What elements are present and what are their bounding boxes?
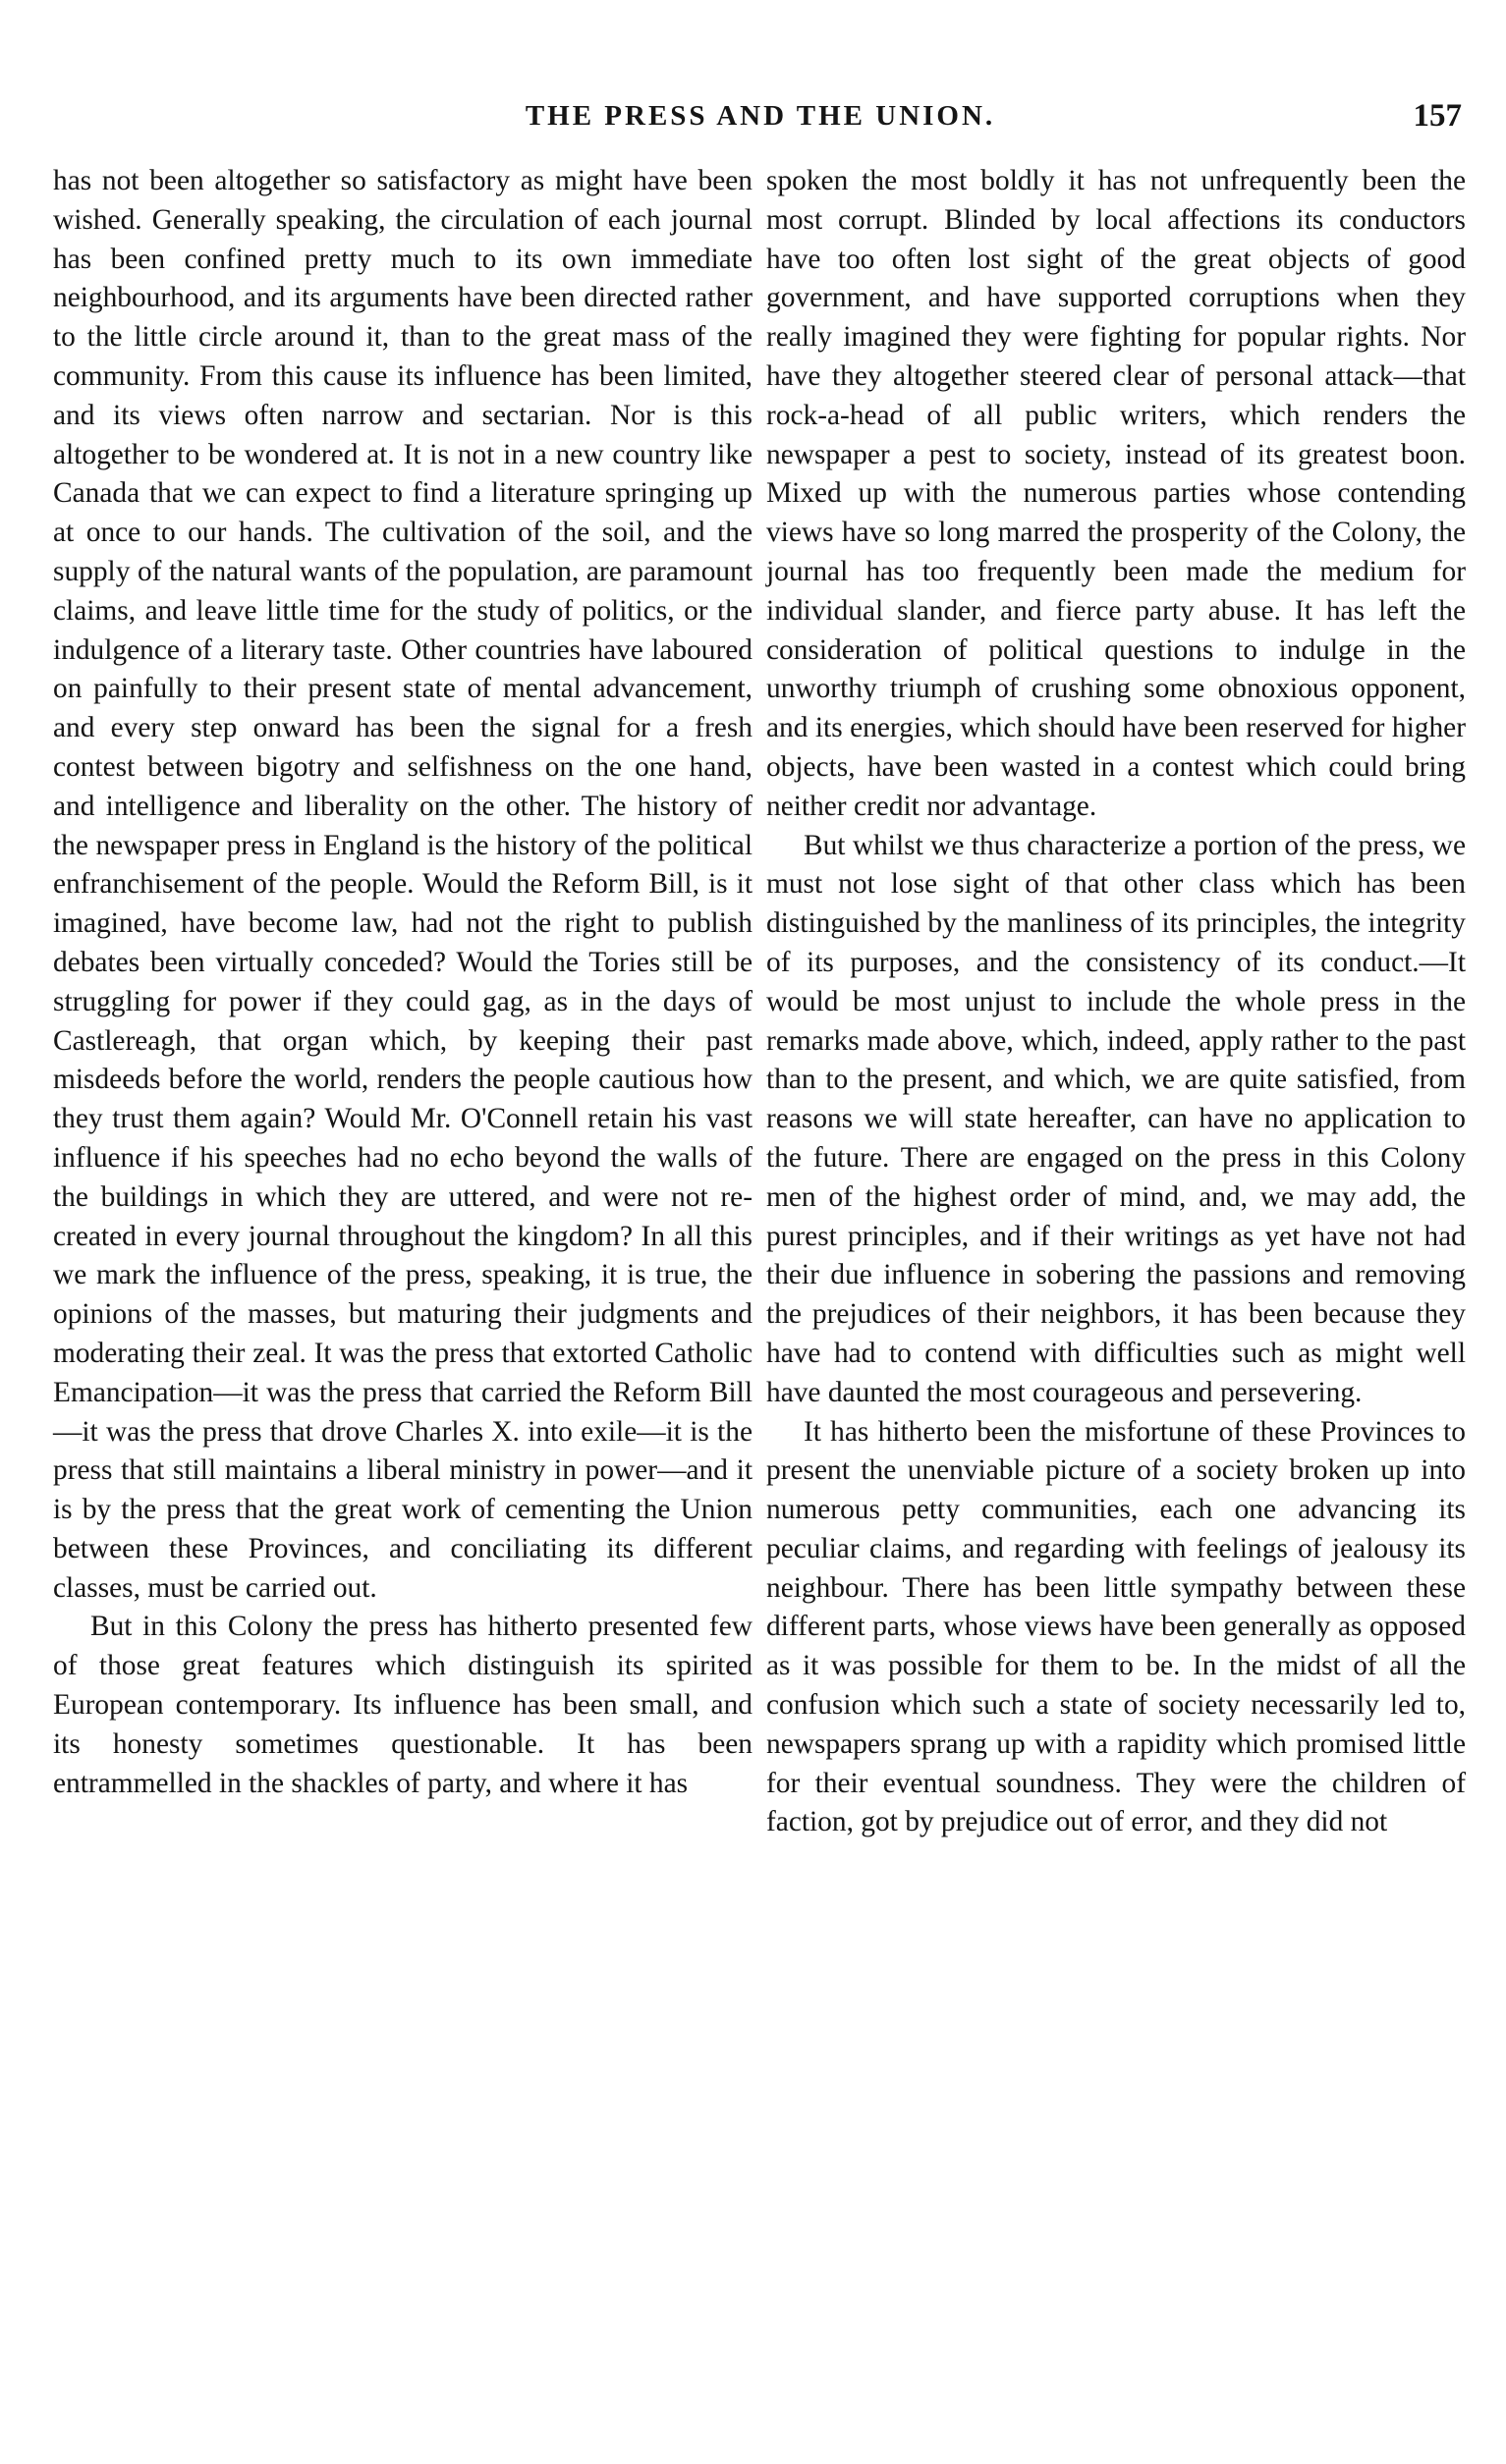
paragraph: has not been altogether so satisfactory as might have been wished. Generally speaking, the circulation of each journal has been confined pretty much to its own immediate neighbourhood, and its arguments have been directed rather to the little circle around it, than to the great mass of the community. From this cause its influence has been limited, and its views often narrow and sectarian. Nor is this altogether to be wondered at. It is not in a new country like Canada that we can expect to find a literature springing up at once to our hands. The cultivation of the soil, and the supply of the natural wants of the population, are paramount claims, and leave little time for the study of politics, or the indulgence of a literary taste. Other countries have laboured on painfully to their present state of mental advancement, and every step onward has been the signal for a fresh contest between bigotry and selfishness on the one hand, and intelligence and liberality on the other. The history of the newspaper press in England is the history of the political enfranchisement of the people. Would the Reform Bill, is it imagined, have become law, had not the right to publish debates been virtually conceded? Would the Tories still be struggling for power if they could gag, as in the days of Castlereagh, that organ which, by keeping their past misdeeds before the world, renders the people cautious how they trust them again? Would Mr. O'Connell retain his vast influence if his speeches had no echo beyond the walls of the buildings in which they are uttered, and were not re-created in every journal throughout the kingdom? In all this we mark the influence of the press, speaking, it is true, the opinions of the masses, but maturing their judgments and moderating their zeal. It was the press that extorted Catholic Emancipation—it was the press that carried the Reform Bill—it was the press that drove Charles X. into exile—it is the press that still maintains a liberal ministry in power—and it is by the press that the great work of cementing the Union between these Provinces, and conciliating its different classes, must be carried out.: [53, 165, 753, 1604]
left-column: [53, 162, 753, 1803]
page-number: 157: [1413, 98, 1462, 134]
running-head: [59, 96, 1462, 145]
paragraph: But in this Colony the press has hitherto presented few of those great features which distinguish its spirited European contemporary. Its influence has been small, and its honesty sometimes questionable. It has been entrammelled in the shackles of party, and where it has: [53, 1611, 753, 1799]
paragraph: spoken the most boldly it has not unfrequently been the most corrupt. Blinded by local affections its conductors have too often lost sight of the great objects of good government, and have supported corruptions when they really imagined they were fighting for popular rights. Nor have they altogether steered clear of personal attack—that rock-a-head of all public writers, which renders the newspaper a pest to society, instead of its greatest boon. Mixed up with the numerous parties whose contending views have so long marred the prosperity of the Colony, the journal has too frequently been made the medium for individual slander, and fierce party abuse. It has left the consideration of political questions to indulge in the unworthy triumph of crushing some obnoxious opponent, and its energies, which should have been reserved for higher objects, have been wasted in a contest which could bring neither credit nor advantage.: [766, 165, 1466, 822]
right-column: [766, 162, 1466, 1842]
running-title: THE PRESS AND THE UNION.: [525, 100, 996, 132]
paragraph: It has hitherto been the misfortune of these Provinces to present the unenviable picture of a society broken up into numerous petty communities, each one advancing its peculiar claims, and regarding with feelings of jealousy its neighbour. There has been little sympathy between these different parts, whose views have been generally as opposed as it was possible for them to be. In the midst of all the confusion which such a state of society necessarily led to, newspapers sprang up with a rapidity which promised little for their eventual soundness. They were the children of faction, got by prejudice out of error, and they did not: [766, 1415, 1466, 1838]
paragraph: But whilst we thus characterize a portion of the press, we must not lose sight of that other class which has been distinguished by the manliness of its principles, the integrity of its purposes, and the consistency of its conduct.—It would be most unjust to include the whole press in the remarks made above, which, indeed, apply rather to the past than to the present, and which, we are quite satisfied, from reasons we will state hereafter, can have no application to the future. There are engaged on the press in this Colony men of the highest order of mind, and, we may add, the purest principles, and if their writings as yet have not had their due influence in sobering the passions and removing the prejudices of their neighbors, it has been because they have had to contend with difficulties such as might well have daunted the most courageous and persevering.: [766, 829, 1466, 1408]
